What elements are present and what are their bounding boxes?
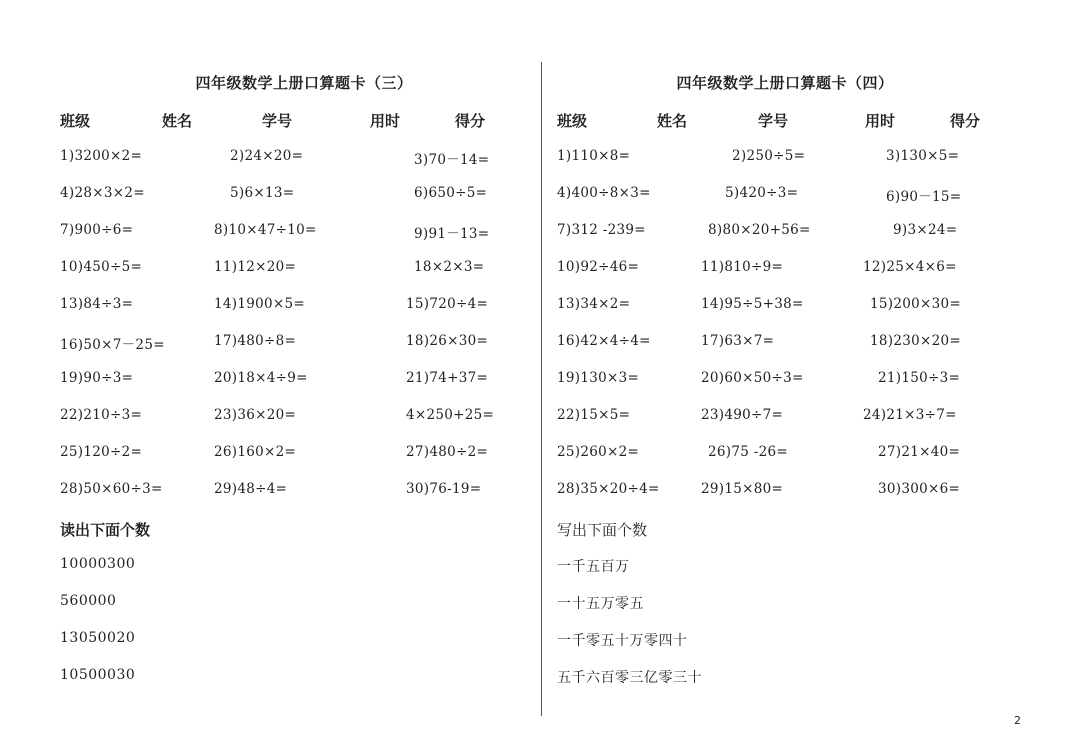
right-number-item: 一千五百万: [557, 559, 630, 575]
right-header-time: 用时: [865, 112, 896, 130]
left-header-class: 班级: [60, 112, 91, 130]
right-header-class: 班级: [557, 112, 588, 130]
right-number-item: 一十五万零五: [557, 596, 644, 612]
right-problem: 3)130×5=: [886, 148, 960, 164]
left-problem: 29)48÷4=: [214, 481, 288, 497]
left-problem: 4)28×3×2=: [60, 185, 145, 201]
right-card: [555, 0, 1055, 729]
left-header-score: 得分: [455, 112, 486, 130]
left-number-item: 10000300: [60, 556, 136, 572]
right-problem: 2)250÷5=: [732, 148, 806, 164]
right-problem: 26)75 -26=: [708, 444, 788, 460]
right-number-item: 一千零五十万零四十: [557, 633, 688, 649]
right-problem: 24)21×3÷7=: [863, 407, 957, 423]
right-problem: 23)490÷7=: [701, 407, 784, 423]
left-problem: 27)480÷2=: [406, 444, 489, 460]
right-problem: 29)15×80=: [701, 481, 784, 497]
left-problem: 4×250+25=: [406, 407, 495, 423]
right-problem: 9)3×24=: [893, 222, 958, 238]
left-problem: 28)50×60÷3=: [60, 481, 163, 497]
right-header-name: 姓名: [657, 112, 688, 130]
right-problem: 10)92÷46=: [557, 259, 640, 275]
left-problem: 14)1900×5=: [214, 296, 306, 312]
left-header-name: 姓名: [162, 112, 193, 130]
right-problem: 18)230×20=: [870, 333, 962, 349]
right-section-title: 写出下面个数: [557, 521, 648, 539]
right-problem: 25)260×2=: [557, 444, 640, 460]
left-problem: 9)91－13=: [414, 226, 490, 242]
left-problem: 10)450÷5=: [60, 259, 143, 275]
right-problem: 11)810÷9=: [701, 259, 784, 275]
left-header-student-id: 学号: [262, 112, 293, 130]
right-problem: 17)63×7=: [701, 333, 775, 349]
left-problem: 26)160×2=: [214, 444, 297, 460]
left-number-item: 10500030: [60, 667, 136, 683]
left-card: [58, 0, 558, 729]
right-problem: 16)42×4÷4=: [557, 333, 651, 349]
left-problem: 7)900÷6=: [60, 222, 134, 238]
left-problem: 1)3200×2=: [60, 148, 143, 164]
left-problem: 6)650÷5=: [414, 185, 488, 201]
page-number: 2: [1014, 714, 1021, 727]
left-problem: 21)74+37=: [406, 370, 489, 386]
left-problem: 19)90÷3=: [60, 370, 134, 386]
left-problem: 13)84÷3=: [60, 296, 134, 312]
right-header-student-id: 学号: [758, 112, 789, 130]
left-problem: 11)12×20=: [214, 259, 297, 275]
left-problem: 20)18×4÷9=: [214, 370, 308, 386]
left-problem: 25)120÷2=: [60, 444, 143, 460]
left-problem: 15)720÷4=: [406, 296, 489, 312]
right-problem: 6)90－15=: [886, 189, 962, 205]
left-problem: 17)480÷8=: [214, 333, 297, 349]
left-problem: 30)76-19=: [406, 481, 482, 497]
right-problem: 15)200×30=: [870, 296, 962, 312]
left-problem: 23)36×20=: [214, 407, 297, 423]
left-number-item: 560000: [60, 593, 117, 609]
left-problem: 5)6×13=: [230, 185, 295, 201]
right-problem: 13)34×2=: [557, 296, 631, 312]
right-problem: 1)110×8=: [557, 148, 631, 164]
right-problem: 5)420÷3=: [725, 185, 799, 201]
left-problem: 18)26×30=: [406, 333, 489, 349]
right-problem: 22)15×5=: [557, 407, 631, 423]
right-number-item: 五千六百零三亿零三十: [557, 670, 702, 686]
left-problem: 18×2×3=: [414, 259, 485, 275]
left-problem: 22)210÷3=: [60, 407, 143, 423]
left-problem: 3)70－14=: [414, 152, 490, 168]
left-section-title: 读出下面个数: [60, 521, 151, 539]
left-header-time: 用时: [370, 112, 401, 130]
left-title: 四年级数学上册口算题卡（三）: [195, 74, 413, 92]
right-title: 四年级数学上册口算题卡（四）: [676, 74, 894, 92]
left-problem: 8)10×47÷10=: [214, 222, 317, 238]
right-header-score: 得分: [950, 112, 981, 130]
right-problem: 21)150÷3=: [878, 370, 961, 386]
right-problem: 14)95÷5+38=: [701, 296, 804, 312]
left-number-item: 13050020: [60, 630, 136, 646]
right-problem: 12)25×4×6=: [863, 259, 957, 275]
right-problem: 4)400÷8×3=: [557, 185, 651, 201]
right-problem: 19)130×3=: [557, 370, 640, 386]
right-problem: 8)80×20+56=: [708, 222, 811, 238]
left-problem: 2)24×20=: [230, 148, 304, 164]
right-problem: 7)312 -239=: [557, 222, 646, 238]
right-problem: 28)35×20÷4=: [557, 481, 660, 497]
left-problem: 16)50×7－25=: [60, 337, 165, 353]
right-problem: 27)21×40=: [878, 444, 961, 460]
right-problem: 20)60×50÷3=: [701, 370, 804, 386]
right-problem: 30)300×6=: [878, 481, 961, 497]
